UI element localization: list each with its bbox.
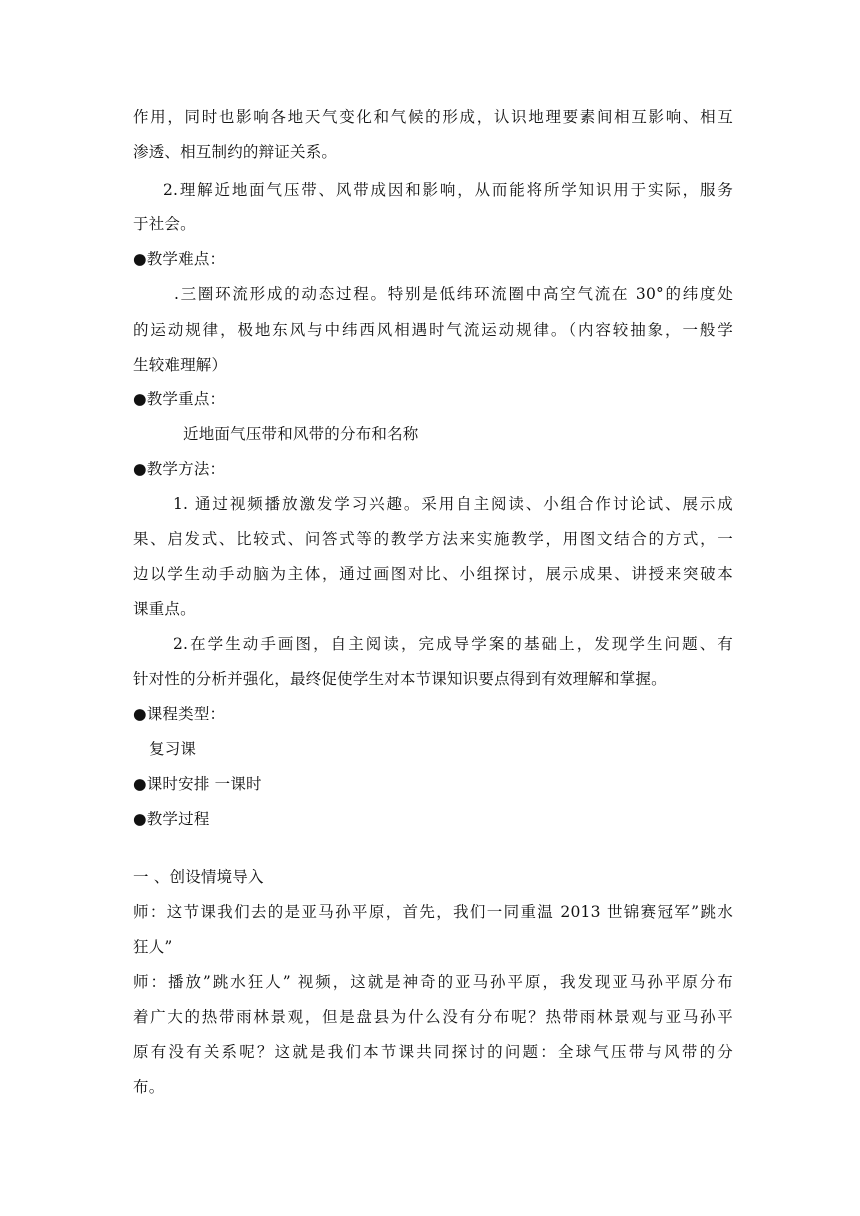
section-heading-course-type: ●课程类型： [133, 705, 226, 723]
paragraph-line: 原有没有关系呢？这就是我们本节课共同探讨的问题：全球气压带与风带的分 [133, 1043, 733, 1061]
paragraph-line: 着广大的热带雨林景观，但是盘县为什么没有分布呢？热带雨林景观与亚马孙平 [133, 1008, 733, 1026]
paragraph-line: 师：这节课我们去的是亚马孙平原，首先，我们一同重温 2013 世锦赛冠军”跳水 [133, 903, 733, 921]
subsection-heading: 一 、创设情境导入 [133, 868, 264, 886]
paragraph-line: 近地面气压带和风带的分布和名称 [183, 425, 419, 443]
paragraph-line: 2.理解近地面气压带、风带成因和影响，从而能将所学知识用于实际，服务 [163, 181, 733, 199]
paragraph-line: 的运动规律，极地东风与中纬西风相遇时气流运动规律。（内容较抽象，一般学 [133, 321, 733, 339]
section-heading-teaching-focus: ●教学重点： [133, 390, 226, 408]
paragraph-line: 布。 [133, 1078, 165, 1096]
paragraph-line: 生较难理解） [133, 356, 228, 374]
paragraph-line: 2.在学生动手画图，自主阅读，完成导学案的基础上，发现学生问题、有 [173, 635, 733, 653]
paragraph-line: 1. 通过视频播放激发学习兴趣。采用自主阅读、小组合作讨论试、展示成 [173, 495, 733, 513]
paragraph-line: 边以学生动手动脑为主体，通过画图对比、小组探讨，展示成果、讲授来突破本 [133, 565, 733, 583]
paragraph-line: .三圈环流形成的动态过程。特别是低纬环流圈中高空气流在 30°的纬度处 [174, 285, 733, 303]
section-heading-class-schedule: ●课时安排 一课时 [133, 775, 262, 793]
paragraph-line: 于社会。 [133, 215, 196, 233]
paragraph-line: 针对性的分析并强化，最终促使学生对本节课知识要点得到有效理解和掌握。 [133, 670, 667, 688]
paragraph-line: 课重点。 [133, 600, 196, 618]
paragraph-line: 师：播放”跳水狂人” 视频，这就是神奇的亚马孙平原，我发现亚马孙平原分布 [133, 973, 733, 991]
paragraph-line: 作用，同时也影响各地天气变化和气候的形成，认识地理要素间相互影响、相互 [133, 108, 733, 126]
paragraph-line: 复习课 [149, 740, 197, 758]
paragraph-line: 果、启发式、比较式、问答式等的教学方法来实施教学，用图文结合的方式，一 [133, 530, 733, 548]
section-heading-teaching-method: ●教学方法： [133, 460, 226, 478]
paragraph-line: 渗透、相互制约的辩证关系。 [133, 143, 338, 161]
section-heading-teaching-process: ●教学过程 [133, 810, 210, 828]
paragraph-line: 狂人” [133, 938, 173, 956]
section-heading-teaching-difficulty: ●教学难点： [133, 250, 226, 268]
